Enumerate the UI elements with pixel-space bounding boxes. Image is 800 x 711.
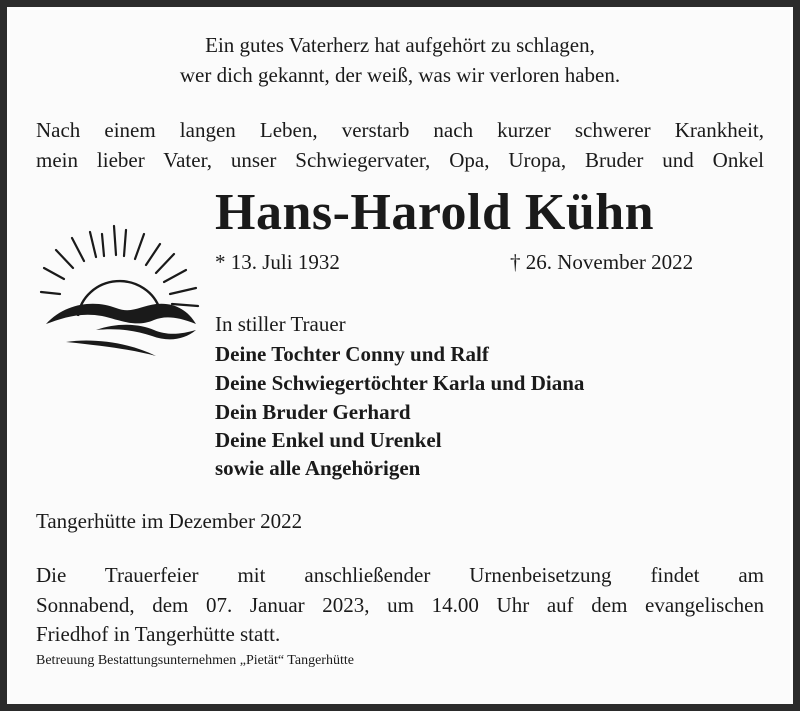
mourner-line: Deine Tochter Conny und Ralf [215, 342, 489, 366]
intro-line-1: Nach einem langen Leben, verstarb nach kurzer schwerer Krankheit, [36, 118, 764, 142]
deceased-name: Hans-Harold Kühn [215, 184, 655, 241]
birth-date: * 13. Juli 1932 [215, 250, 340, 274]
service-line-1: Die Trauerfeier mit anschließender Urnenbeisetzung findet am [36, 563, 764, 587]
mourner-line: Dein Bruder Gerhard [215, 400, 411, 424]
mourners-heading: In stiller Trauer [215, 312, 346, 336]
service-line-3: Friedhof in Tangerhütte statt. [36, 622, 281, 646]
place-and-date: Tangerhütte im Dezember 2022 [36, 509, 303, 533]
intro-line-2: mein lieber Vater, unser Schwiegervater, Opa, Uropa, Bruder und Onkel [36, 148, 764, 172]
mourner-line: Deine Enkel und Urenkel [215, 428, 442, 452]
funeral-home-credit: Betreuung Bestattungsunternehmen „Pietät“ Tangerhütte [36, 653, 354, 668]
death-date: † 26. November 2022 [510, 250, 694, 274]
motto-line-1: Ein gutes Vaterherz hat aufgehört zu schlagen, [205, 33, 595, 57]
motto-line-2: wer dich gekannt, der weiß, was wir verloren haben. [179, 63, 621, 87]
service-line-2: Sonnabend, dem 07. Januar 2023, um 14.00 Uhr auf dem evangelischen [36, 593, 764, 617]
mourner-line: sowie alle Angehörigen [215, 456, 421, 480]
mourner-line: Deine Schwiegertöchter Karla und Diana [215, 371, 585, 395]
rising-sun-over-hills-icon [36, 224, 206, 362]
